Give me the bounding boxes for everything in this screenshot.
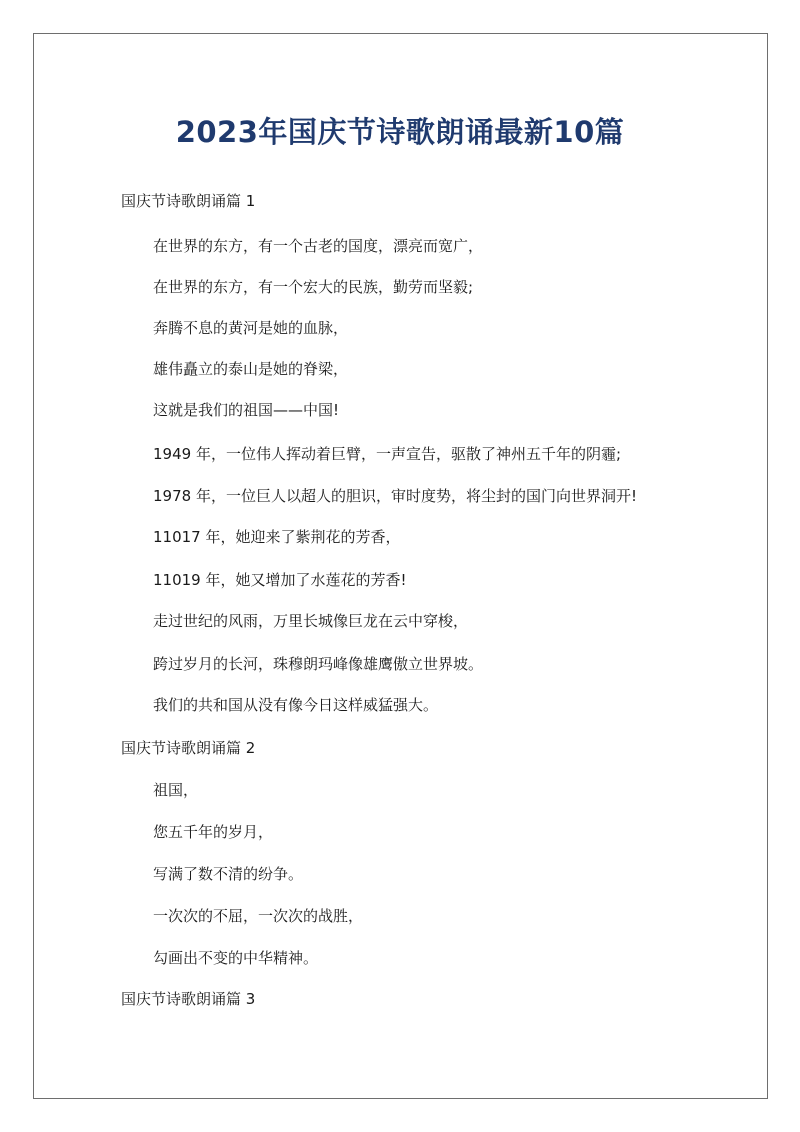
section-heading-2: 国庆节诗歌朗诵篇 2 xyxy=(121,739,256,757)
poem-line: 您五千年的岁月， xyxy=(153,823,274,841)
section-heading-3: 国庆节诗歌朗诵篇 3 xyxy=(121,990,256,1008)
poem-line: 祖国， xyxy=(153,781,199,799)
poem-line: 勾画出不变的中华精神。 xyxy=(153,949,319,967)
section-heading-1: 国庆节诗歌朗诵篇 1 xyxy=(121,192,256,210)
poem-line: 1978 年，一位巨人以超人的胆识，审时度势，将尘封的国门向世界洞开! xyxy=(153,487,637,505)
poem-line: 雄伟矗立的泰山是她的脊梁， xyxy=(153,360,349,378)
poem-line: 跨过岁月的长河，珠穆朗玛峰像雄鹰傲立世界坡。 xyxy=(153,655,484,673)
poem-line: 在世界的东方，有一个宏大的民族，勤劳而坚毅; xyxy=(153,278,474,296)
poem-line: 11017 年，她迎来了紫荆花的芳香， xyxy=(153,528,401,546)
poem-line: 1949 年，一位伟人挥动着巨臂，一声宣告，驱散了神州五千年的阴霾; xyxy=(153,445,621,463)
poem-line: 在世界的东方，有一个古老的国度，漂亮而宽广， xyxy=(153,237,484,255)
poem-line: 我们的共和国从没有像今日这样威猛强大。 xyxy=(153,696,439,714)
poem-line: 这就是我们的祖国——中国! xyxy=(153,401,340,419)
poem-line: 走过世纪的风雨，万里长城像巨龙在云中穿梭， xyxy=(153,612,469,630)
poem-line: 奔腾不息的黄河是她的血脉， xyxy=(153,319,349,337)
poem-line: 写满了数不清的纷争。 xyxy=(153,865,304,883)
poem-line: 11019 年，她又增加了水莲花的芳香! xyxy=(153,571,407,589)
poem-line: 一次次的不屈，一次次的战胜， xyxy=(153,907,364,925)
document-title: 2023年国庆节诗歌朗诵最新10篇 xyxy=(175,115,625,149)
